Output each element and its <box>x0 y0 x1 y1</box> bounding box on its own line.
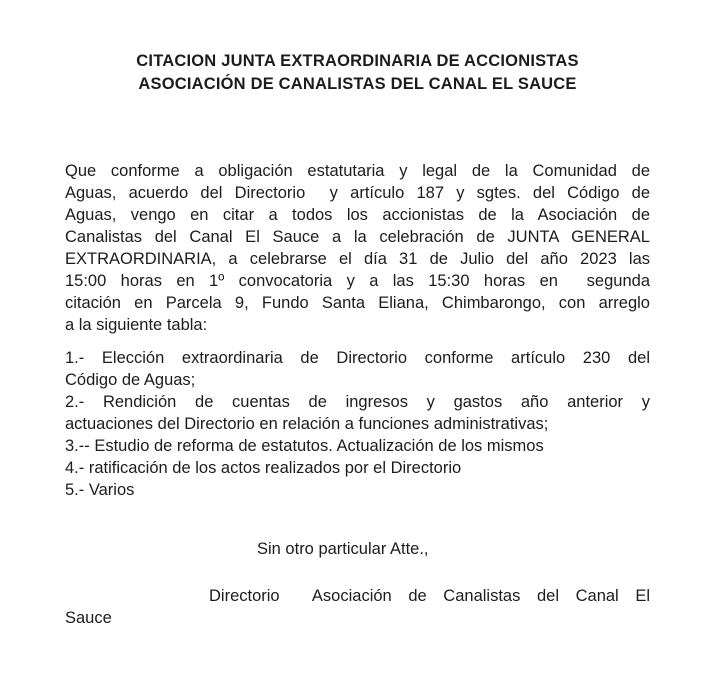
intro-line: a la siguiente tabla: <box>65 316 208 334</box>
agenda-list <box>65 347 650 501</box>
agenda-line: Código de Aguas; <box>65 371 196 389</box>
signature-block <box>65 585 650 629</box>
intro-line: Canalistas del Canal El Sauce a la celebración de JUNTA GENERAL <box>65 228 650 246</box>
intro-paragraph <box>65 160 650 336</box>
agenda-line: 1.- Elección extraordinaria de Directorio conforme artículo 230 del <box>65 349 650 367</box>
document-content <box>65 50 650 629</box>
intro-line: citación en Parcela 9, Fundo Santa Eliana, Chimbarongo, con arreglo <box>65 294 650 312</box>
agenda-line: 2.- Rendición de cuentas de ingresos y gastos año anterior y <box>65 393 650 411</box>
title-line-1: CITACION JUNTA EXTRAORDINARIA DE ACCIONISTAS <box>136 52 579 70</box>
intro-line: EXTRAORDINARIA, a celebrarse el día 31 de Julio del año 2023 las <box>65 250 650 268</box>
agenda-line: 3.-- Estudio de reforma de estatutos. Actualización de los mismos <box>65 437 544 455</box>
title-line-2: ASOCIACIÓN DE CANALISTAS DEL CANAL EL SAUCE <box>138 75 577 93</box>
agenda-line: 4.- ratificación de los actos realizados por el Directorio <box>65 459 462 477</box>
agenda-line: 5.- Varios <box>65 481 135 499</box>
signature-line-2: Sauce <box>65 609 112 627</box>
intro-line: 15:00 horas en 1º convocatoria y a las 15:30 horas en segunda <box>65 272 650 290</box>
intro-line: Que conforme a obligación estatutaria y legal de la Comunidad de <box>65 162 650 180</box>
agenda-line: actuaciones del Directorio en relación a funciones administrativas; <box>65 415 549 433</box>
signature-line-1: Directorio Asociación de Canalistas del Canal El <box>209 587 650 605</box>
intro-line: Aguas, vengo en citar a todos los accionistas de la Asociación de <box>65 206 650 224</box>
intro-line: Aguas, acuerdo del Directorio y artículo 187 y sgtes. del Código de <box>65 184 650 202</box>
salutation-line: Sin otro particular Atte., <box>257 540 429 558</box>
document-title <box>65 50 650 96</box>
